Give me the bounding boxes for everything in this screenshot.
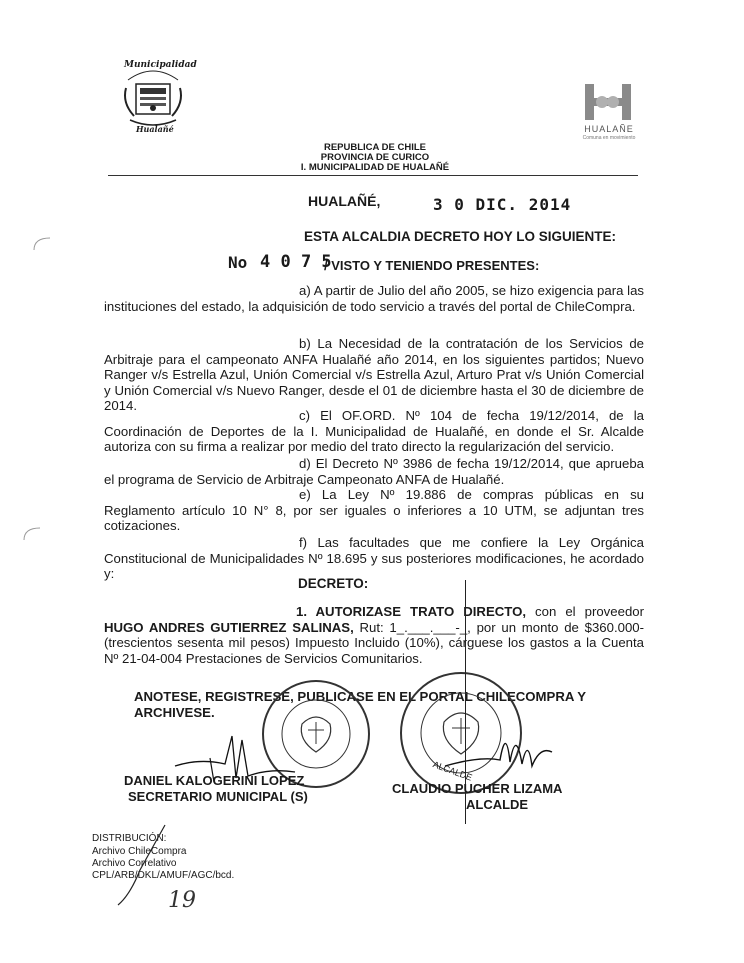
decree-date: 3 0 DIC. 2014	[433, 195, 572, 214]
closing-text: ANOTESE, REGISTRESE, PUBLICASE EN EL PORTAL CHILECOMPRA Y ARCHIVESE.	[134, 689, 586, 720]
logo-name: HUALAÑE	[584, 124, 634, 134]
distribution-heading: DISTRIBUCIÓN:	[92, 833, 167, 844]
distribution-line-2: Archivo Correlativo	[92, 858, 177, 869]
mayor-name: CLAUDIO PUCHER LIZAMA	[392, 781, 563, 796]
municipal-crest	[118, 58, 197, 138]
hualane-logo	[580, 82, 640, 144]
header-line-1: REPUBLICA DE CHILE	[323, 142, 427, 153]
signature-right-icon	[440, 716, 560, 786]
header-line-2: PROVINCIA DE CURICO	[320, 152, 430, 163]
decreto-heading: DECRETO:	[298, 576, 369, 591]
mayor-title: ALCALDE	[466, 797, 529, 812]
article-1: 1. AUTORIZASE TRATO DIRECTO, con el proveedor HUGO ANDRES GUTIERREZ SALINAS, Rut: 1_.___.___-_, por un monto de $360.000- (trescientos sesenta mil pesos) Impuesto Incluido (10%), cárguese los gastos a la Cuenta Nº 21-04-004 Prestaciones de Servicios Comunitarios.	[104, 604, 645, 666]
secretary-name: DANIEL KALOGERINI LOPEZ	[124, 773, 305, 788]
distribution-initial-stroke-icon	[110, 820, 170, 910]
visto-heading: / VISTO Y TENIENDO PRESENTES:	[324, 258, 540, 273]
distribution-line-3: CPL/ARB/DKL/AMUF/AGC/bcd.	[92, 870, 235, 881]
place: HUALAÑÉ,	[308, 193, 381, 209]
secretary-title: SECRETARIO MUNICIPAL (S)	[128, 789, 308, 804]
hualane-h-icon	[583, 82, 633, 122]
punch-mark-icon	[30, 234, 54, 254]
decree-number-label: No	[228, 253, 248, 272]
crest-top-label: Municipalidad	[124, 60, 197, 70]
article-1-heading: 1. AUTORIZASE TRATO DIRECTO,	[296, 604, 527, 619]
provider-name: HUGO ANDRES GUTIERREZ SALINAS,	[104, 619, 354, 635]
decree-intro: ESTA ALCALDIA DECRETO HOY LO SIGUIENTE:	[304, 229, 617, 244]
header-divider	[108, 175, 638, 176]
logo-tagline: Comuna en movimiento	[582, 135, 636, 141]
handwritten-page-number: 19	[168, 888, 196, 913]
paragraph-d: d) El Decreto Nº 3986 de fecha 19/12/2014, que aprueba el programa de Servicio de Arbitraje Campeonato ANFA de Hualañé.	[104, 456, 644, 487]
paragraph-e: e) La Ley Nº 19.886 de compras públicas en su Reglamento artículo 10 N° 8, por ser iguales o inferiores a 10 UTM, se adjuntan tres cotizaciones.	[104, 487, 644, 533]
header-line-3: I. MUNICIPALIDAD DE HUALAÑÉ	[300, 162, 450, 173]
distribution-line-1: Archivo ChileCompra	[92, 846, 187, 857]
decree-number: 4 0 7 5	[260, 252, 332, 272]
paragraph-c: c) El OF.ORD. Nº 104 de fecha 19/12/2014, de la Coordinación de Deportes de la I. Municipalidad de Hualañé, en donde el Sr. Alcalde autoriza con su firma a realizar por medio del trato directo la regularización del servicio.	[104, 408, 644, 454]
paragraph-b: b) La Necesidad de la contratación de los Servicios de Arbitraje para el campeonato ANFA Hualañé año 2014, en los siguientes partidos; Nuevo Ranger v/s Estrella Azul, Unión Comercial v/s Estrella Azul, Arturo Prat v/s Unión Comercial y Unión Comercial v/s Nuevo Ranger, desde el 01 de diciembre hasta el 30 de diciembre de 2014.	[104, 336, 644, 413]
punch-mark-icon	[20, 524, 44, 544]
crest-bottom-label: Hualañé	[136, 124, 174, 134]
paragraph-a: a) A partir de Julio del año 2005, se hizo exigencia para las instituciones del estado, la adquisición de todo servicio a través del portal de ChileCompra.	[104, 283, 644, 314]
paragraph-f: f) Las facultades que me confiere la Ley Orgánica Constitucional de Municipalidades Nº 18.695 y sus posteriores modificaciones, he acordado y:	[104, 535, 644, 581]
mayor-stamp-label: ALCALDE	[431, 759, 474, 783]
